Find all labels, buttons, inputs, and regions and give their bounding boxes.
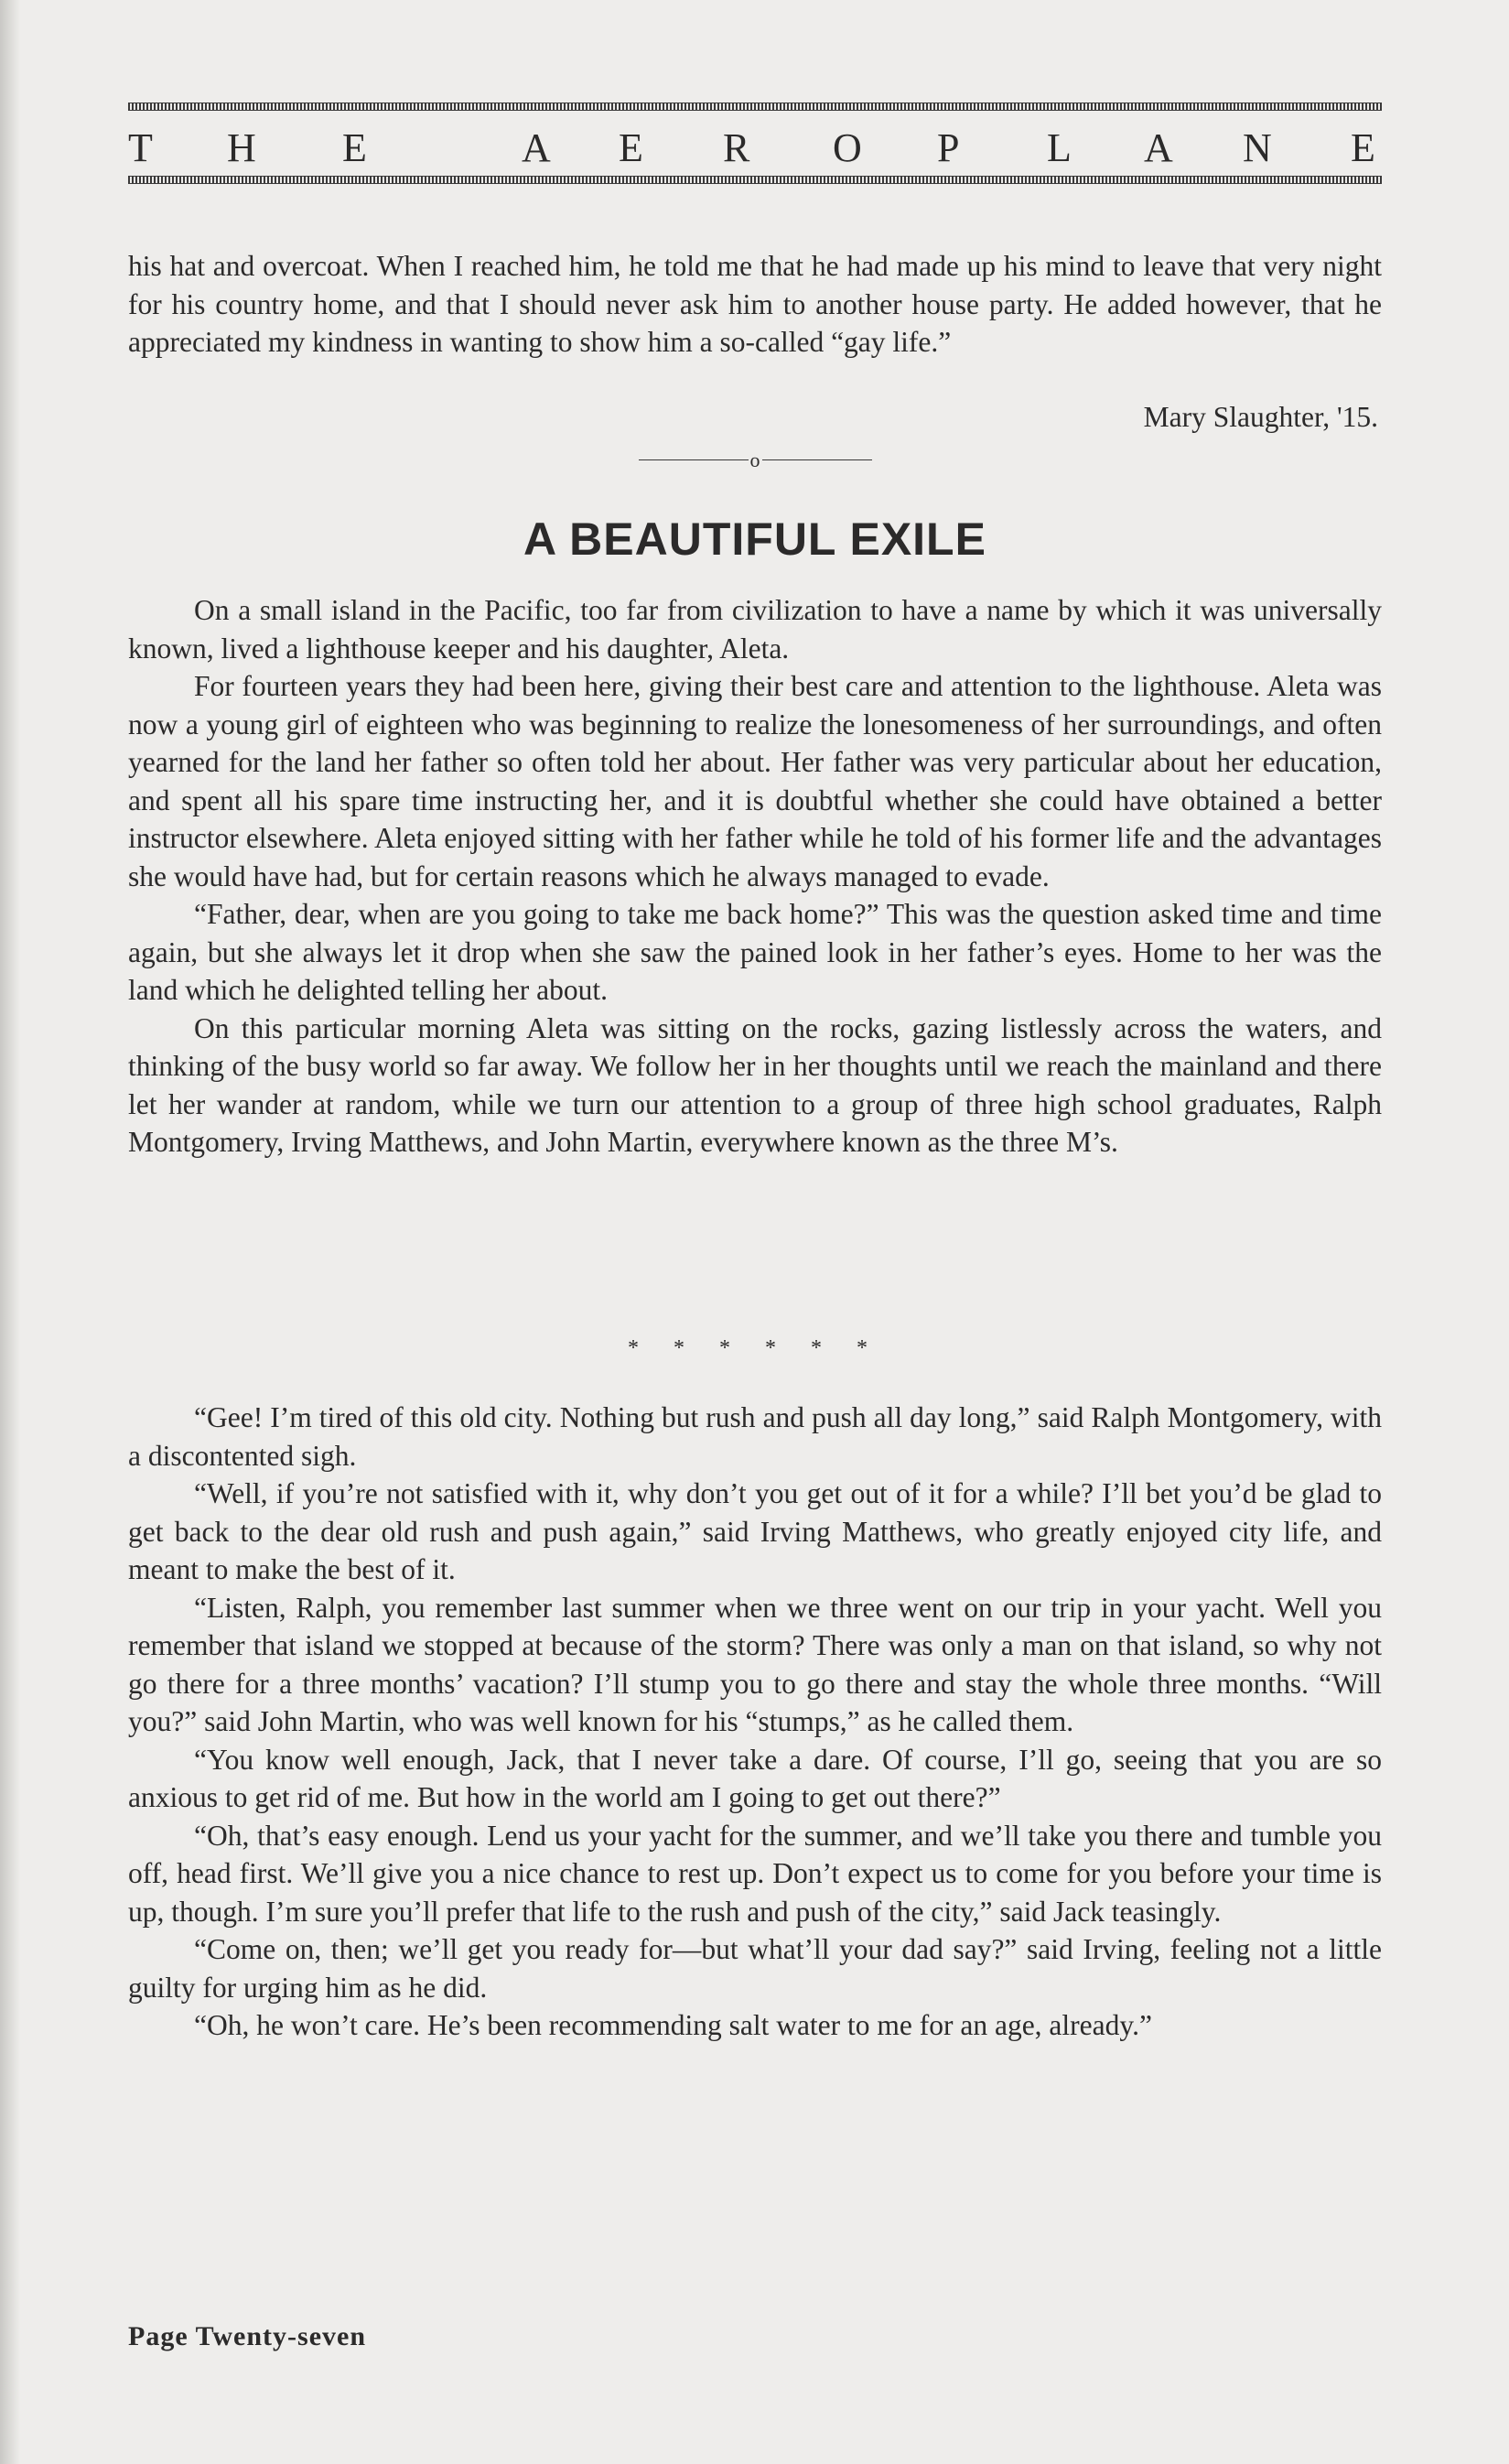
masthead-letter: T — [128, 125, 153, 170]
continued-paragraph: his hat and overcoat. When I reached him, he told me that he had made up his mind to leave that very night for his country home, and that I should never ask him to another house party. He added however, that he appreciated my kindness in wanting to show him a so-called “gay life.” — [128, 250, 1382, 358]
masthead-letter: A — [1144, 125, 1173, 170]
section-break-asterisks: * * * * * * — [628, 1336, 882, 1360]
masthead-letter: E — [619, 125, 643, 170]
masthead-bottom-rule — [128, 176, 1382, 184]
page-number: Page Twenty-seven — [128, 2321, 367, 2351]
masthead-letter: R — [723, 125, 750, 170]
story-paragraph: “Oh, he won’t care. He’s been recommending salt water to me for an age, already.” — [194, 2009, 1152, 2041]
story-paragraph: “Listen, Ralph, you remember last summer when we three went on our trip in your yacht. Well you remember that island we stopped at because of the storm? There was only a man on that island, so why not go there for a three months’ vacation? I’ll stump you to go there and stay the whole three months. “Will you?” said John Martin, who was well known for his “stumps,” as he called them. — [128, 1591, 1382, 1737]
section-divider — [128, 447, 1382, 472]
story-paragraph: “You know well enough, Jack, that I never take a dare. Of course, I’ll go, seeing that you are so anxious to get rid of me. But how in the world am I going to get out there?” — [128, 1743, 1382, 1813]
story-paragraph: “Come on, then; we’ll get you ready for—but what’ll your dad say?” said Irving, feeling not a little guilty for urging him as he did. — [128, 1933, 1382, 2004]
masthead-top-rule — [128, 103, 1382, 111]
story-paragraph: “Oh, that’s easy enough. Lend us your yacht for the summer, and we’ll take you there and tumble you off, head first. We’ll give you a nice chance to rest up. Don’t expect us to come for you before your time is up, though. I’m sure you’ll prefer that life to the rush and push of the city,” said Jack teasingly. — [128, 1819, 1382, 1928]
story-paragraph: For fourteen years they had been here, giving their best care and attention to the lighthouse. Aleta was now a young girl of eighteen who was beginning to realize the lonesomeness of her surroundings, and often yearned for the land her father so often told her about. Her father was very particular about her education, and spent all his spare time instructing her, and it is doubtful whether she could have obtained a better instructor elsewhere. Aleta enjoyed sitting with her father while he told of his former life and the advantages she would have had, but for certain reasons which he always managed to evade. — [128, 670, 1382, 892]
story-paragraph: On this particular morning Aleta was sitting on the rocks, gazing listlessly across the waters, and thinking of the busy world so far away. We follow her in her thoughts until we reach the mainland and there let her wander at random, while we turn our attention to a group of three high school graduates, Ralph Montgomery, Irving Matthews, and John Martin, everywhere known as the three M’s. — [128, 1011, 1382, 1158]
story-paragraph: On a small island in the Pacific, too far from civilization to have a name by which it was universally known, lived a lighthouse keeper and his daughter, Aleta. — [128, 594, 1382, 665]
masthead-letter: P — [937, 125, 960, 170]
continued-article — [128, 247, 1382, 362]
masthead-letter: E — [342, 125, 367, 170]
masthead-letter: O — [833, 125, 862, 170]
book-spine-shadow — [0, 0, 20, 2464]
masthead-letter: E — [1351, 125, 1375, 170]
masthead-letter: H — [227, 125, 256, 170]
author-byline: Mary Slaughter, '15. — [1143, 401, 1378, 433]
story-body-part2 — [128, 1399, 1382, 2045]
story-paragraph: “Gee! I’m tired of this old city. Nothing but rush and push all day long,” said Ralph Montgomery, with a discontented sigh. — [128, 1401, 1382, 1472]
masthead-title — [128, 121, 1382, 176]
divider-line-left — [639, 459, 749, 460]
masthead-letter: A — [522, 125, 551, 170]
masthead-letter: L — [1047, 125, 1072, 170]
divider-ornament: o — [749, 448, 760, 471]
story-title: A BEAUTIFUL EXILE — [523, 513, 986, 565]
masthead-letter: N — [1243, 125, 1272, 170]
divider-line-right — [762, 459, 872, 460]
story-paragraph: “Well, if you’re not satisfied with it, why don’t you get out of it for a while? I’ll bet you’d be glad to get back to the dear old rush and push again,” said Irving Matthews, who greatly enjoyed city life, and meant to make the best of it. — [128, 1477, 1382, 1585]
story-paragraph: “Father, dear, when are you going to take me back home?” This was the question asked time and time again, but she always let it drop when she saw the pained look in her father’s eyes. Home to her was the land which he delighted telling her about. — [128, 898, 1382, 1006]
story-body-part1 — [128, 591, 1382, 1162]
